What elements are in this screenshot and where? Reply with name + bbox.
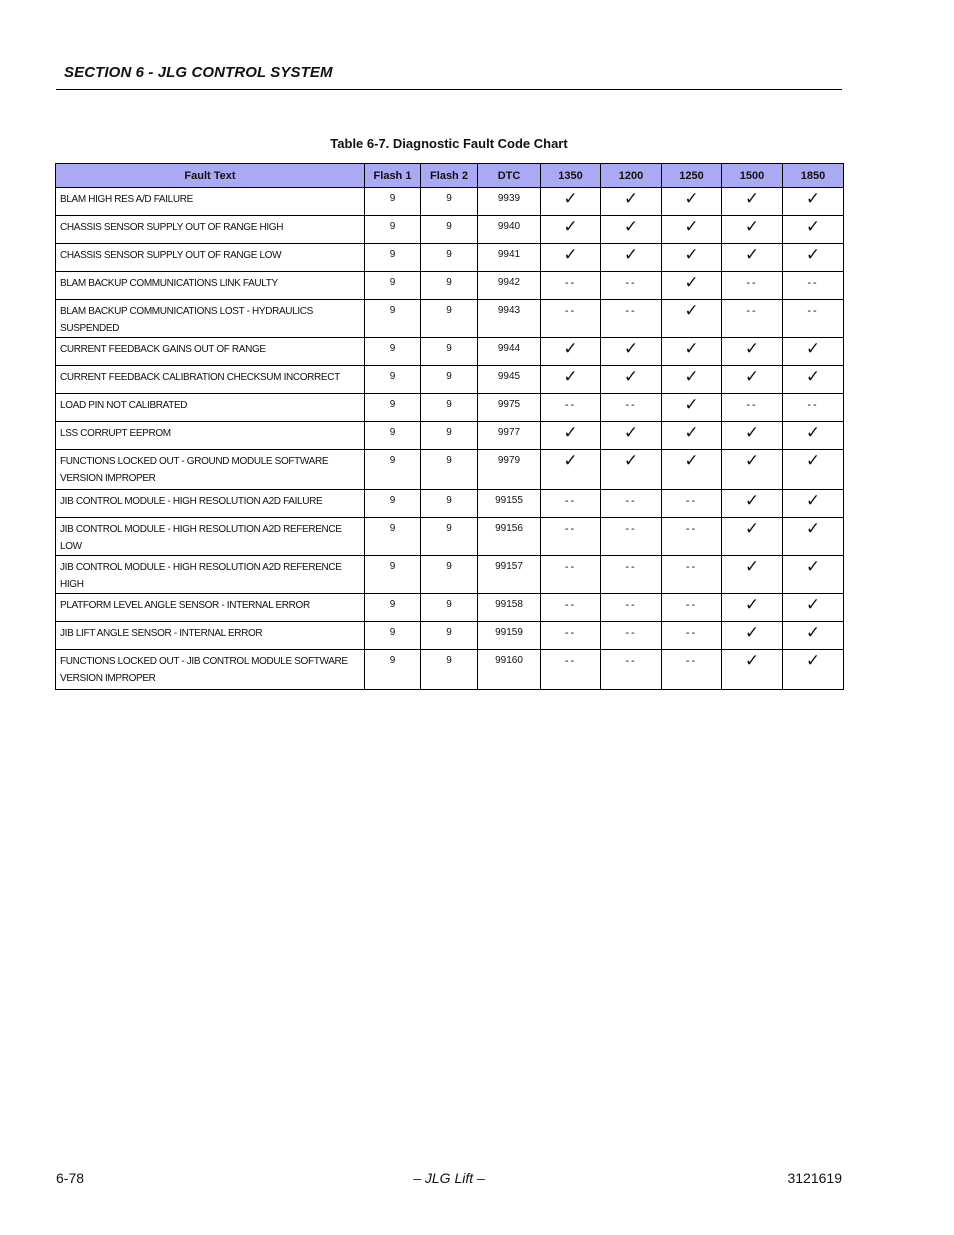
table-row [56, 394, 844, 422]
dtc-cell: 9941 [478, 244, 541, 272]
table-row [56, 338, 844, 366]
not-applicable-dash: -- [685, 523, 698, 535]
flash-1-cell: 9 [365, 594, 421, 622]
check-mark-icon: ✓ [805, 339, 821, 359]
check-mark-icon: ✓ [563, 217, 578, 237]
model-1250-cell [662, 300, 722, 338]
model-1350-cell [541, 188, 601, 216]
check-mark-icon: ✓ [805, 245, 821, 265]
fault-text-cell: PLATFORM LEVEL ANGLE SENSOR - INTERNAL ERROR [56, 594, 365, 622]
not-applicable-dash: -- [625, 399, 637, 411]
dtc-cell: 9975 [478, 394, 541, 422]
dtc-cell: 99159 [478, 622, 541, 650]
model-1350-cell [541, 338, 601, 366]
model-1350-cell [541, 450, 601, 490]
check-mark-icon: ✓ [684, 451, 699, 471]
check-mark-icon: ✓ [563, 245, 578, 265]
check-mark-icon: ✓ [744, 451, 760, 471]
table-row [56, 622, 844, 650]
flash-1-cell: 9 [365, 650, 421, 690]
check-mark-icon: ✓ [744, 595, 760, 615]
check-mark-icon: ✓ [623, 367, 639, 387]
model-1350-cell [541, 556, 601, 594]
flash-1-cell: 9 [365, 518, 421, 556]
model-1850-cell [783, 422, 844, 450]
not-applicable-dash: -- [807, 399, 819, 411]
not-applicable-dash: -- [807, 277, 819, 289]
not-applicable-dash: -- [564, 655, 577, 667]
dtc-cell: 9939 [478, 188, 541, 216]
check-mark-icon: ✓ [744, 189, 760, 209]
check-mark-icon: ✓ [623, 339, 639, 359]
check-mark-icon: ✓ [684, 273, 699, 293]
not-applicable-dash: -- [564, 627, 577, 639]
model-1250-cell [662, 650, 722, 690]
check-mark-icon: ✓ [805, 651, 821, 671]
flash-2-cell: 9 [421, 338, 478, 366]
col-header-1850: 1850 [783, 164, 844, 188]
check-mark-icon: ✓ [744, 651, 760, 671]
dtc-cell: 9944 [478, 338, 541, 366]
flash-2-cell: 9 [421, 394, 478, 422]
not-applicable-dash: -- [625, 599, 637, 611]
table-row [56, 244, 844, 272]
fault-text-cell: FUNCTIONS LOCKED OUT - GROUND MODULE SOFTWARE VERSION IMPROPER [56, 450, 365, 490]
model-1200-cell [601, 650, 662, 690]
not-applicable-dash: -- [685, 561, 698, 573]
flash-2-cell: 9 [421, 556, 478, 594]
flash-2-cell: 9 [421, 216, 478, 244]
model-1250-cell [662, 594, 722, 622]
not-applicable-dash: -- [625, 277, 637, 289]
fault-text-cell: JIB CONTROL MODULE - HIGH RESOLUTION A2D REFERENCE LOW [56, 518, 365, 556]
not-applicable-dash: -- [564, 495, 577, 507]
check-mark-icon: ✓ [684, 367, 699, 387]
model-1250-cell [662, 338, 722, 366]
model-1850-cell [783, 366, 844, 394]
flash-1-cell: 9 [365, 556, 421, 594]
check-mark-icon: ✓ [805, 519, 821, 539]
table-row [56, 650, 844, 690]
not-applicable-dash: -- [564, 599, 577, 611]
model-1250-cell [662, 244, 722, 272]
check-mark-icon: ✓ [623, 189, 639, 209]
check-mark-icon: ✓ [623, 245, 639, 265]
dtc-cell: 99160 [478, 650, 541, 690]
flash-2-cell: 9 [421, 188, 478, 216]
check-mark-icon: ✓ [744, 557, 760, 577]
model-1200-cell [601, 422, 662, 450]
model-1850-cell [783, 394, 844, 422]
flash-1-cell: 9 [365, 622, 421, 650]
flash-2-cell: 9 [421, 244, 478, 272]
dtc-cell: 9943 [478, 300, 541, 338]
model-1250-cell [662, 490, 722, 518]
dtc-cell: 9977 [478, 422, 541, 450]
model-1850-cell [783, 450, 844, 490]
model-1500-cell [722, 556, 783, 594]
dtc-cell: 99155 [478, 490, 541, 518]
flash-2-cell: 9 [421, 366, 478, 394]
check-mark-icon: ✓ [805, 623, 821, 643]
flash-1-cell: 9 [365, 394, 421, 422]
table-header-row [56, 164, 844, 188]
model-1250-cell [662, 216, 722, 244]
check-mark-icon: ✓ [563, 451, 578, 471]
model-1350-cell [541, 594, 601, 622]
flash-2-cell: 9 [421, 450, 478, 490]
check-mark-icon: ✓ [744, 339, 760, 359]
check-mark-icon: ✓ [744, 367, 760, 387]
check-mark-icon: ✓ [684, 395, 699, 415]
model-1350-cell [541, 300, 601, 338]
dtc-cell: 9945 [478, 366, 541, 394]
check-mark-icon: ✓ [744, 623, 760, 643]
flash-1-cell: 9 [365, 338, 421, 366]
model-1850-cell [783, 244, 844, 272]
dtc-cell: 99158 [478, 594, 541, 622]
model-1200-cell [601, 594, 662, 622]
model-1850-cell [783, 518, 844, 556]
check-mark-icon: ✓ [623, 451, 639, 471]
dtc-cell: 99157 [478, 556, 541, 594]
not-applicable-dash: -- [685, 655, 698, 667]
model-1350-cell [541, 422, 601, 450]
fault-text-cell: FUNCTIONS LOCKED OUT - JIB CONTROL MODULE SOFTWARE VERSION IMPROPER [56, 650, 365, 690]
model-1200-cell [601, 556, 662, 594]
fault-code-table [55, 163, 844, 690]
check-mark-icon: ✓ [623, 423, 639, 443]
fault-text-cell: LOAD PIN NOT CALIBRATED [56, 394, 365, 422]
check-mark-icon: ✓ [744, 217, 760, 237]
col-header-1200: 1200 [601, 164, 662, 188]
table-row [56, 518, 844, 556]
model-1850-cell [783, 300, 844, 338]
model-1350-cell [541, 272, 601, 300]
header-divider [56, 89, 842, 90]
check-mark-icon: ✓ [623, 217, 639, 237]
check-mark-icon: ✓ [744, 245, 760, 265]
model-1500-cell [722, 366, 783, 394]
model-1500-cell [722, 650, 783, 690]
fault-text-cell: JIB CONTROL MODULE - HIGH RESOLUTION A2D REFERENCE HIGH [56, 556, 365, 594]
model-1250-cell [662, 556, 722, 594]
model-1350-cell [541, 244, 601, 272]
fault-text-cell: BLAM BACKUP COMMUNICATIONS LINK FAULTY [56, 272, 365, 300]
check-mark-icon: ✓ [684, 339, 699, 359]
fault-text-cell: LSS CORRUPT EEPROM [56, 422, 365, 450]
check-mark-icon: ✓ [805, 557, 821, 577]
model-1850-cell [783, 216, 844, 244]
not-applicable-dash: -- [746, 399, 758, 411]
model-1200-cell [601, 188, 662, 216]
check-mark-icon: ✓ [744, 423, 760, 443]
document-number: 3121619 [787, 1170, 842, 1186]
check-mark-icon: ✓ [563, 367, 578, 387]
check-mark-icon: ✓ [684, 217, 699, 237]
model-1350-cell [541, 650, 601, 690]
flash-1-cell: 9 [365, 244, 421, 272]
model-1200-cell [601, 338, 662, 366]
col-header-dtc: DTC [478, 164, 541, 188]
flash-2-cell: 9 [421, 490, 478, 518]
model-1500-cell [722, 300, 783, 338]
model-1850-cell [783, 188, 844, 216]
check-mark-icon: ✓ [563, 423, 578, 443]
dtc-cell: 99156 [478, 518, 541, 556]
flash-1-cell: 9 [365, 272, 421, 300]
model-1200-cell [601, 622, 662, 650]
model-1250-cell [662, 518, 722, 556]
model-1500-cell [722, 622, 783, 650]
flash-2-cell: 9 [421, 272, 478, 300]
model-1250-cell [662, 622, 722, 650]
model-1350-cell [541, 366, 601, 394]
model-1200-cell [601, 300, 662, 338]
check-mark-icon: ✓ [684, 301, 699, 321]
table-row [56, 490, 844, 518]
not-applicable-dash: -- [625, 627, 637, 639]
check-mark-icon: ✓ [684, 189, 699, 209]
fault-text-cell: BLAM BACKUP COMMUNICATIONS LOST - HYDRAULICS SUSPENDED [56, 300, 365, 338]
model-1850-cell [783, 594, 844, 622]
dtc-cell: 9942 [478, 272, 541, 300]
not-applicable-dash: -- [746, 277, 758, 289]
not-applicable-dash: -- [685, 627, 698, 639]
model-1500-cell [722, 422, 783, 450]
fault-text-cell: JIB CONTROL MODULE - HIGH RESOLUTION A2D FAILURE [56, 490, 365, 518]
model-1200-cell [601, 518, 662, 556]
fault-text-cell: JIB LIFT ANGLE SENSOR - INTERNAL ERROR [56, 622, 365, 650]
table-row [56, 556, 844, 594]
not-applicable-dash: -- [625, 305, 637, 317]
not-applicable-dash: -- [564, 277, 577, 289]
footer-brand: – JLG Lift – [413, 1170, 485, 1186]
check-mark-icon: ✓ [805, 595, 821, 615]
fault-text-cell: CHASSIS SENSOR SUPPLY OUT OF RANGE LOW [56, 244, 365, 272]
model-1350-cell [541, 622, 601, 650]
model-1200-cell [601, 490, 662, 518]
model-1500-cell [722, 338, 783, 366]
not-applicable-dash: -- [625, 523, 637, 535]
col-header-1350: 1350 [541, 164, 601, 188]
check-mark-icon: ✓ [805, 451, 821, 471]
not-applicable-dash: -- [625, 561, 637, 573]
check-mark-icon: ✓ [744, 491, 760, 511]
check-mark-icon: ✓ [684, 245, 699, 265]
model-1500-cell [722, 188, 783, 216]
section-header: SECTION 6 - JLG CONTROL SYSTEM [64, 64, 333, 81]
fault-text-cell: CURRENT FEEDBACK CALIBRATION CHECKSUM INCORRECT [56, 366, 365, 394]
not-applicable-dash: -- [564, 523, 577, 535]
model-1850-cell [783, 556, 844, 594]
model-1200-cell [601, 244, 662, 272]
table-row [56, 422, 844, 450]
check-mark-icon: ✓ [805, 189, 821, 209]
table-row [56, 272, 844, 300]
col-header-fault-text: Fault Text [56, 164, 365, 188]
check-mark-icon: ✓ [744, 519, 760, 539]
not-applicable-dash: -- [685, 495, 698, 507]
model-1200-cell [601, 366, 662, 394]
check-mark-icon: ✓ [684, 423, 699, 443]
model-1250-cell [662, 188, 722, 216]
check-mark-icon: ✓ [805, 423, 821, 443]
flash-1-cell: 9 [365, 216, 421, 244]
model-1350-cell [541, 216, 601, 244]
model-1250-cell [662, 366, 722, 394]
not-applicable-dash: -- [685, 599, 698, 611]
col-header-flash-2: Flash 2 [421, 164, 478, 188]
model-1200-cell [601, 394, 662, 422]
not-applicable-dash: -- [807, 305, 819, 317]
model-1850-cell [783, 650, 844, 690]
check-mark-icon: ✓ [805, 217, 821, 237]
model-1250-cell [662, 422, 722, 450]
table-row [56, 188, 844, 216]
not-applicable-dash: -- [625, 655, 637, 667]
flash-2-cell: 9 [421, 518, 478, 556]
model-1850-cell [783, 338, 844, 366]
model-1500-cell [722, 450, 783, 490]
flash-2-cell: 9 [421, 594, 478, 622]
table-row [56, 450, 844, 490]
check-mark-icon: ✓ [563, 339, 578, 359]
flash-2-cell: 9 [421, 650, 478, 690]
check-mark-icon: ✓ [805, 367, 821, 387]
table-title: Table 6-7. Diagnostic Fault Code Chart [330, 136, 568, 151]
model-1200-cell [601, 272, 662, 300]
not-applicable-dash: -- [564, 399, 577, 411]
model-1250-cell [662, 394, 722, 422]
fault-text-cell: CHASSIS SENSOR SUPPLY OUT OF RANGE HIGH [56, 216, 365, 244]
model-1500-cell [722, 244, 783, 272]
dtc-cell: 9940 [478, 216, 541, 244]
flash-1-cell: 9 [365, 490, 421, 518]
model-1500-cell [722, 394, 783, 422]
model-1200-cell [601, 216, 662, 244]
table-row [56, 366, 844, 394]
check-mark-icon: ✓ [805, 491, 821, 511]
flash-1-cell: 9 [365, 422, 421, 450]
not-applicable-dash: -- [625, 495, 637, 507]
model-1500-cell [722, 490, 783, 518]
table-row [56, 594, 844, 622]
not-applicable-dash: -- [564, 561, 577, 573]
not-applicable-dash: -- [746, 305, 758, 317]
flash-1-cell: 9 [365, 450, 421, 490]
col-header-1250: 1250 [662, 164, 722, 188]
model-1500-cell [722, 272, 783, 300]
page-number: 6-78 [56, 1170, 85, 1186]
model-1250-cell [662, 450, 722, 490]
flash-2-cell: 9 [421, 422, 478, 450]
col-header-1500: 1500 [722, 164, 783, 188]
model-1850-cell [783, 272, 844, 300]
table-row [56, 300, 844, 338]
model-1500-cell [722, 518, 783, 556]
check-mark-icon: ✓ [563, 189, 578, 209]
fault-text-cell: BLAM HIGH RES A/D FAILURE [56, 188, 365, 216]
model-1200-cell [601, 450, 662, 490]
flash-1-cell: 9 [365, 300, 421, 338]
model-1500-cell [722, 594, 783, 622]
col-header-flash-1: Flash 1 [365, 164, 421, 188]
flash-2-cell: 9 [421, 300, 478, 338]
flash-2-cell: 9 [421, 622, 478, 650]
model-1350-cell [541, 490, 601, 518]
model-1500-cell [722, 216, 783, 244]
model-1850-cell [783, 490, 844, 518]
flash-1-cell: 9 [365, 188, 421, 216]
flash-1-cell: 9 [365, 366, 421, 394]
model-1250-cell [662, 272, 722, 300]
model-1350-cell [541, 518, 601, 556]
table-row [56, 216, 844, 244]
not-applicable-dash: -- [564, 305, 577, 317]
dtc-cell: 9979 [478, 450, 541, 490]
fault-text-cell: CURRENT FEEDBACK GAINS OUT OF RANGE [56, 338, 365, 366]
model-1350-cell [541, 394, 601, 422]
model-1850-cell [783, 622, 844, 650]
